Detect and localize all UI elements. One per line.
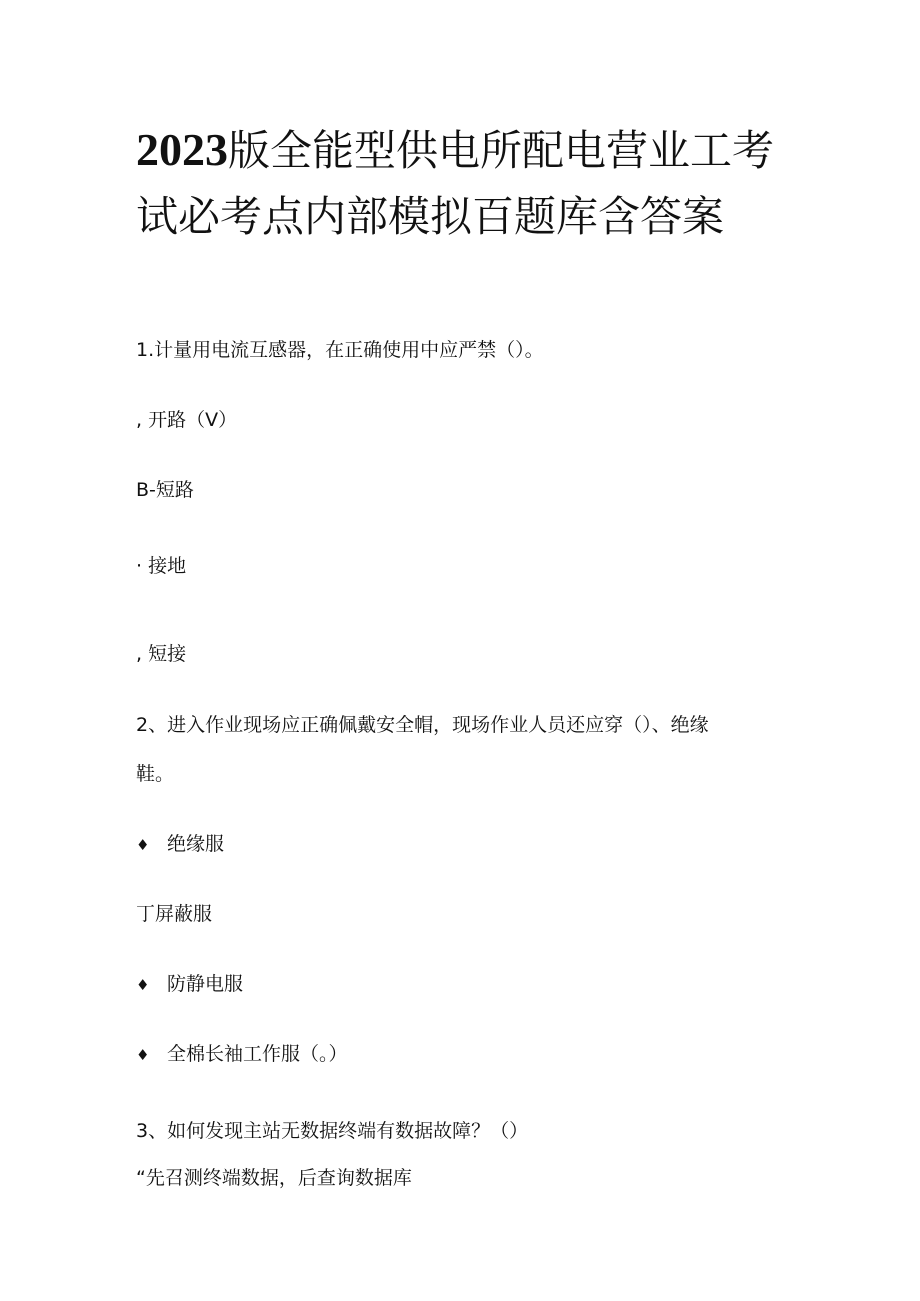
diamond-bullet-icon: ♦ xyxy=(136,976,150,994)
question-2-option-a-text: 绝缘服 xyxy=(167,833,225,855)
title-year: 2023 xyxy=(136,124,228,175)
question-1-option-c: · 接地 xyxy=(136,555,187,577)
question-2-option-d xyxy=(136,1042,348,1067)
question-1-stem: 1.计量用电流互感器，在正确使用中应严禁（）。 xyxy=(136,339,544,361)
document-title-line-2: 试必考点内部模拟百题库含答案 xyxy=(136,192,725,241)
document-title-line-1 xyxy=(136,124,796,175)
question-2-option-c-text: 防静电服 xyxy=(167,973,244,995)
question-2-option-b: 丁屏蔽服 xyxy=(136,903,213,925)
title-line-1-text: 版全能型供电所配电营业工考 xyxy=(228,126,775,175)
question-2-stem-line-2: 鞋。 xyxy=(136,763,175,785)
question-1-option-b: B-短路 xyxy=(136,479,194,501)
question-3-stem: 3、如何发现主站无数据终端有数据故障？（） xyxy=(136,1120,529,1142)
question-1-option-d: , 短接 xyxy=(136,643,187,665)
question-2-stem-line-1: 2、进入作业现场应正确佩戴安全帽，现场作业人员还应穿（）、绝缘 xyxy=(136,714,709,736)
question-3-option-a: “先召测终端数据，后查询数据库 xyxy=(136,1167,412,1189)
question-2-option-d-text: 全棉长袖工作服（。） xyxy=(167,1043,348,1065)
question-2-option-c xyxy=(136,972,243,997)
diamond-bullet-icon: ♦ xyxy=(136,836,150,854)
question-2-option-a xyxy=(136,832,224,857)
question-1-option-a: , 开路（V） xyxy=(136,409,238,431)
diamond-bullet-icon: ♦ xyxy=(136,1046,150,1064)
